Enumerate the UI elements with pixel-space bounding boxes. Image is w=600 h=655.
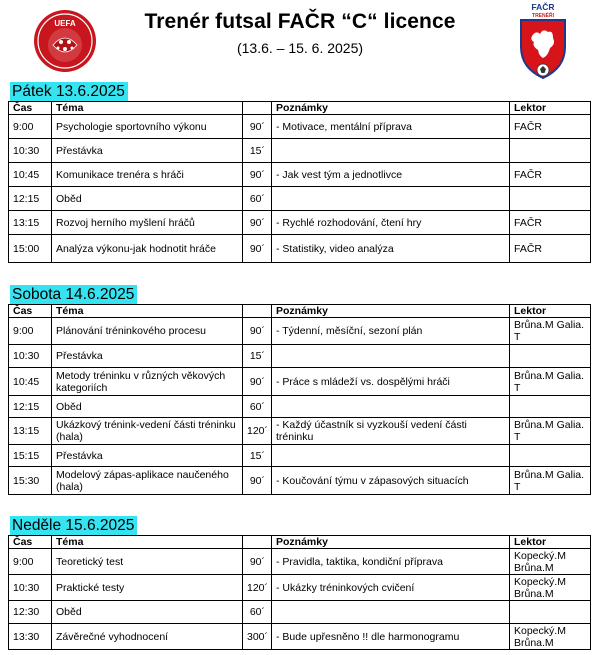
cell-time: 12:15 [9,396,52,418]
table-header-row [9,305,591,318]
page-subtitle: (13.6. – 15. 6. 2025) [236,40,364,56]
cell-duration: 300´ [243,624,272,650]
cell-notes [272,396,510,418]
cell-notes: - Rychlé rozhodování, čtení hry [272,211,510,235]
cell-topic: Modelový zápas-aplikace naučeného (hala) [52,467,243,495]
cell-topic: Rozvoj herního myšlení hráčů [52,211,243,235]
cell-topic: Přestávka [52,445,243,467]
cell-lecturer: FAČR [510,115,591,139]
cell-duration: 15´ [243,445,272,467]
cell-notes [272,139,510,163]
column-header-notes: Poznámky [272,536,510,549]
cell-notes: - Jak vest tým a jednotlivce [272,163,510,187]
cell-notes: - Motivace, mentální příprava [272,115,510,139]
table-row [9,624,591,650]
table-row [9,601,591,624]
page-header [0,0,600,78]
cell-lecturer: Kopecký.M Brůna.M [510,575,591,601]
day-heading-friday: Pátek 13.6.2025 [10,82,128,101]
cell-notes: - Týdenní, měsíční, sezoní plán [272,318,510,345]
cell-topic: Praktické testy [52,575,243,601]
cell-lecturer: Brůna.M Galia. T [510,467,591,495]
cell-topic: Přestávka [52,139,243,163]
cell-time: 15:00 [9,235,52,263]
cell-time: 12:15 [9,187,52,211]
schedule-table-saturday [8,304,591,495]
cell-time: 12:30 [9,601,52,624]
cell-time: 13:30 [9,624,52,650]
table-row [9,187,591,211]
table-row [9,445,591,467]
cell-time: 10:45 [9,368,52,396]
table-row [9,575,591,601]
table-row [9,163,591,187]
cell-duration: 15´ [243,139,272,163]
cell-duration: 60´ [243,187,272,211]
cell-duration: 90´ [243,211,272,235]
cell-duration: 90´ [243,115,272,139]
cell-time: 13:15 [9,418,52,445]
table-header-row [9,102,591,115]
cell-topic: Závěrečné vyhodnocení [52,624,243,650]
column-header-time: Čas [9,305,52,318]
cell-lecturer: Brůna.M Galia. T [510,418,591,445]
column-header-duration [243,305,272,318]
column-header-duration [243,102,272,115]
cell-lecturer [510,445,591,467]
table-row [9,139,591,163]
day-heading-sunday: Neděle 15.6.2025 [10,516,137,535]
cell-notes [272,601,510,624]
cell-lecturer: FAČR [510,163,591,187]
cell-notes: - Ukázky tréninkových cvičení [272,575,510,601]
cell-topic: Oběd [52,396,243,418]
cell-time: 15:30 [9,467,52,495]
table-row [9,396,591,418]
table-header-row [9,536,591,549]
cell-lecturer: FAČR [510,211,591,235]
cell-notes: - Každý účastník si vyzkouší vedení části tréninku [272,418,510,445]
table-row [9,368,591,396]
cell-lecturer [510,601,591,624]
column-header-topic: Téma [52,305,243,318]
table-row [9,549,591,575]
cell-duration: 90´ [243,163,272,187]
facr-logo [518,2,568,80]
cell-time: 10:30 [9,139,52,163]
cell-notes [272,187,510,211]
table-row [9,235,591,263]
cell-time: 13:15 [9,211,52,235]
cell-lecturer: Kopecký.M Brůna.M [510,549,591,575]
cell-time: 10:30 [9,345,52,368]
cell-time: 10:30 [9,575,52,601]
cell-time: 9:00 [9,318,52,345]
cell-duration: 120´ [243,575,272,601]
table-row [9,345,591,368]
column-header-lecturer: Lektor [510,102,591,115]
page-title: Trenér futsal FAČR “C“ licence [144,10,456,33]
table-row [9,115,591,139]
table-row [9,211,591,235]
cell-lecturer: Kopecký.M Brůna.M [510,624,591,650]
table-row [9,467,591,495]
cell-lecturer: Brůna.M Galia. T [510,368,591,396]
cell-lecturer [510,345,591,368]
cell-topic: Psychologie sportovního výkonu [52,115,243,139]
cell-time: 9:00 [9,115,52,139]
uefa-logo-text: UEFA [54,19,76,28]
cell-notes: - Pravidla, taktika, kondiční příprava [272,549,510,575]
cell-duration: 90´ [243,368,272,396]
cell-topic: Plánování tréninkového procesu [52,318,243,345]
column-header-topic: Téma [52,536,243,549]
table-row [9,318,591,345]
cell-lecturer: FAČR [510,235,591,263]
cell-lecturer [510,139,591,163]
cell-topic: Teoretický test [52,549,243,575]
cell-duration: 90´ [243,235,272,263]
cell-notes: - Statistiky, video analýza [272,235,510,263]
cell-time: 9:00 [9,549,52,575]
cell-topic: Analýza výkonu-jak hodnotit hráče [52,235,243,263]
column-header-time: Čas [9,102,52,115]
cell-duration: 60´ [243,601,272,624]
cell-notes: - Bude upřesněno !! dle harmonogramu [272,624,510,650]
cell-notes: - Koučování týmu v zápasových situacích [272,467,510,495]
column-header-time: Čas [9,536,52,549]
facr-logo-subtext: TRENÉŘI [532,13,554,19]
cell-time: 15:15 [9,445,52,467]
schedule-table-sunday [8,535,591,650]
cell-topic: Komunikace trenéra s hráči [52,163,243,187]
cell-time: 10:45 [9,163,52,187]
column-header-topic: Téma [52,102,243,115]
table-row [9,418,591,445]
cell-lecturer: Brůna.M Galia. T [510,318,591,345]
cell-duration: 15´ [243,345,272,368]
cell-topic: Oběd [52,187,243,211]
cell-topic: Oběd [52,601,243,624]
cell-notes: - Práce s mládeží vs. dospělými hráči [272,368,510,396]
day-heading-saturday: Sobota 14.6.2025 [10,285,137,304]
column-header-notes: Poznámky [272,102,510,115]
column-header-lecturer: Lektor [510,536,591,549]
facr-logo-text: FAČR [531,2,555,12]
cell-topic: Ukázkový trénink-vedení části tréninku (hala) [52,418,243,445]
cell-topic: Metody tréninku v různých věkových kategoriích [52,368,243,396]
cell-duration: 90´ [243,549,272,575]
cell-notes [272,445,510,467]
cell-duration: 60´ [243,396,272,418]
cell-duration: 120´ [243,418,272,445]
column-header-lecturer: Lektor [510,305,591,318]
cell-topic: Přestávka [52,345,243,368]
cell-lecturer [510,187,591,211]
schedule-table-friday [8,101,591,263]
cell-lecturer [510,396,591,418]
column-header-notes: Poznámky [272,305,510,318]
column-header-duration [243,536,272,549]
cell-duration: 90´ [243,318,272,345]
cell-notes [272,345,510,368]
cell-duration: 90´ [243,467,272,495]
